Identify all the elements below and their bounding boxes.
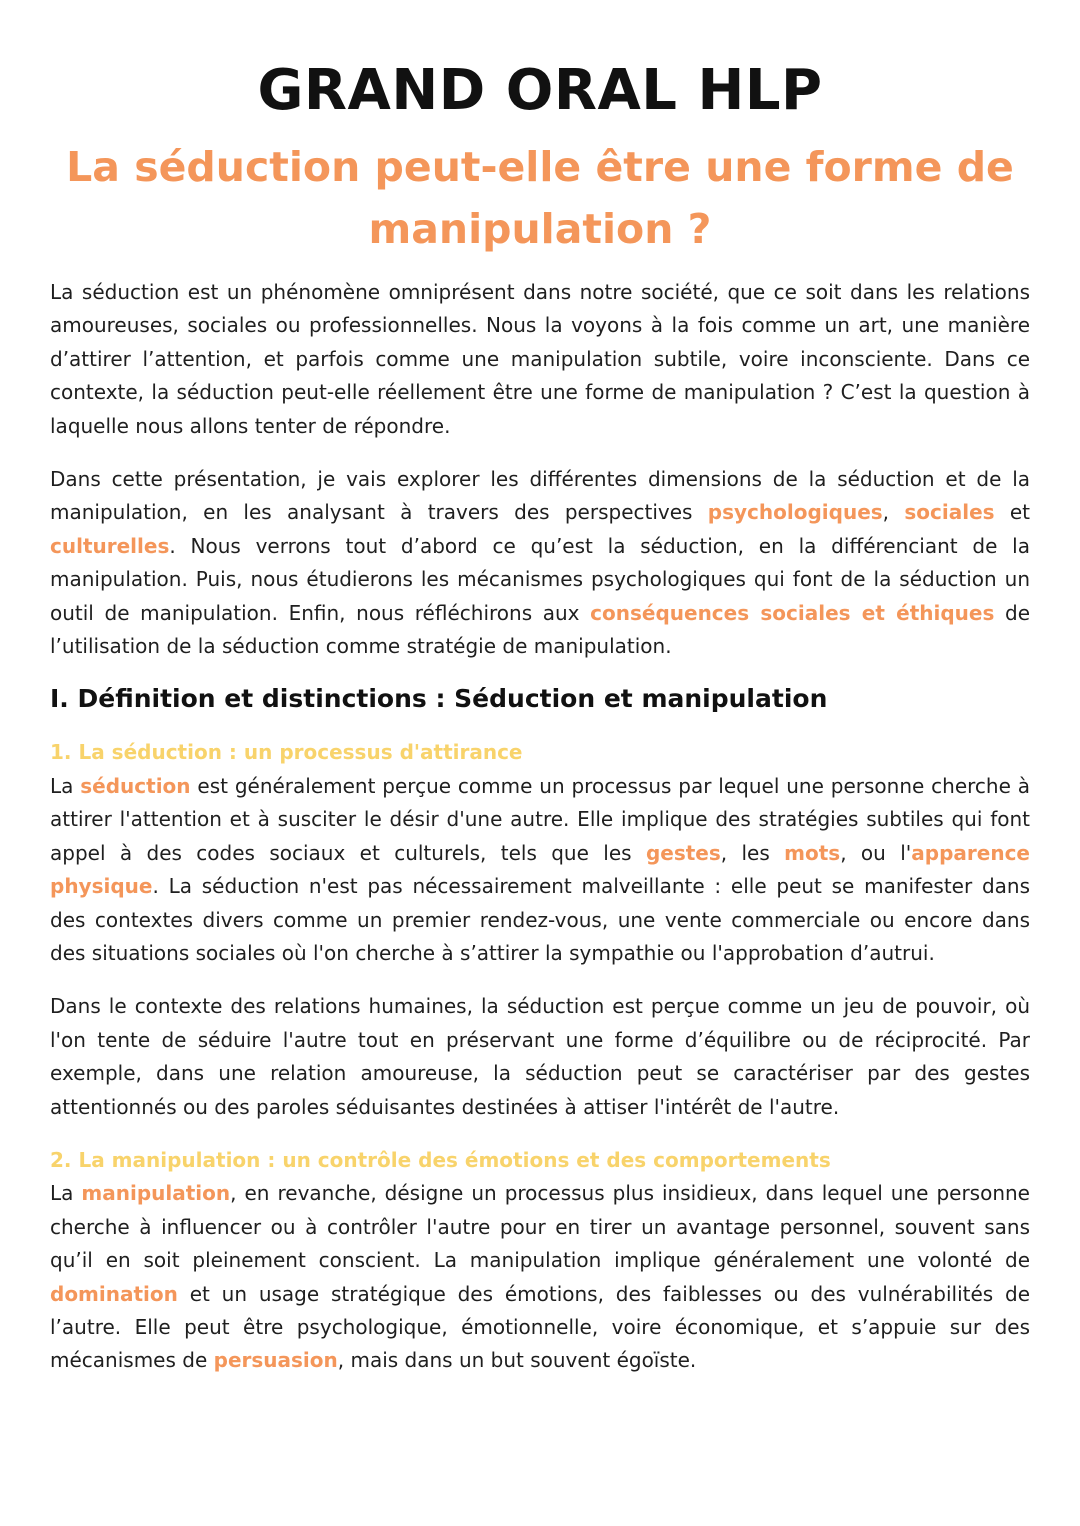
intro-p2-text-5: de l’utilisation de la séduction comme stratégie de manipulation. xyxy=(50,600,1031,659)
s2-p1-text-1: La xyxy=(50,1181,82,1206)
s1-p1-text-3: , les xyxy=(720,840,785,865)
keyword-persuasion: persuasion xyxy=(213,1348,338,1373)
intro-paragraph-2 xyxy=(50,463,1030,663)
intro-p2-text-4: . Nous verrons tout d’abord ce qu’est la séduction, en la différenciant de la manipulation. Puis, nous étudierons les mécanismes psychologiques qui font de la séduction un outil de manipulation. Enfin, nous réfléchirons aux xyxy=(50,533,1030,625)
keyword-mots: mots xyxy=(784,840,841,865)
keyword-sociales: sociales xyxy=(904,500,995,525)
intro-p2-text-1: Dans cette présentation, je vais explorer les différentes dimensions de la séduction et de la manipulation, en les analysant à travers des perspectives xyxy=(50,467,1030,525)
s1-p1-text-1: La xyxy=(50,773,81,798)
page-subtitle: La séduction peut-elle être une forme de manipulation ? xyxy=(66,143,1014,253)
keyword-domination: domination xyxy=(50,1281,178,1306)
keyword-gestes: gestes xyxy=(645,840,721,865)
keyword-manipulation: manipulation xyxy=(81,1181,231,1206)
s1-p1-text-5: . La séduction n'est pas nécessairement malveillante : elle peut se manifester dans des contextes divers comme un premier rendez-vous, une vente commerciale ou encore dans des situations sociales où l'on cherche à s’attirer la sympathie ou l'approbation d’autrui. xyxy=(50,874,1030,965)
s1-p1-text-4: , ou l' xyxy=(840,840,912,865)
keyword-apparence-physique: apparence physique xyxy=(50,840,1030,899)
subsection-1-heading: 1. La séduction : un processus d'attirance xyxy=(50,740,523,765)
manipulation-paragraph-1 xyxy=(50,1177,1030,1377)
seduction-paragraph-2: Dans le contexte des relations humaines, la séduction est perçue comme un jeu de pouvoir, où l'on tente de séduire l'autre tout en préservant une forme d’équilibre ou de réciprocité. Par exemple, dans une relation amoureuse, la séduction peut se caractériser par des gestes attentionnés ou des paroles séduisantes destinées à attiser l'intérêt de l'autre. xyxy=(50,994,1030,1119)
intro-paragraph-1: La séduction est un phénomène omniprésent dans notre société, que ce soit dans les relations amoureuses, sociales ou professionnelles. Nous la voyons à la fois comme un art, une manière d’attirer l’attention, et parfois comme une manipulation subtile, voire inconsciente. Dans ce contexte, la séduction peut-elle réellement être une forme de manipulation ? C’est la question à laquelle nous allons tenter de répondre. xyxy=(50,280,1030,438)
keyword-consequences: conséquences sociales et éthiques xyxy=(590,600,995,625)
keyword-psychologiques: psychologiques xyxy=(707,500,883,525)
page-title: GRAND ORAL HLP xyxy=(257,58,823,123)
section-1-heading: I. Définition et distinctions : Séduction et manipulation xyxy=(50,684,828,714)
document-page xyxy=(50,58,1030,1378)
intro-p2-text-2: , xyxy=(882,500,905,525)
subsection-2-heading: 2. La manipulation : un contrôle des émotions et des comportements xyxy=(50,1147,831,1172)
s2-p1-text-4: , mais dans un but souvent égoïste. xyxy=(337,1348,697,1373)
s1-p1-text-2: est généralement perçue comme un processus par lequel une personne cherche à attirer l'attention et à susciter le désir d'une autre. Elle implique des stratégies subtiles qui font appel à des codes sociaux et culturels, tels que les xyxy=(50,773,1030,865)
s2-p1-text-2: , en revanche, désigne un processus plus insidieux, dans lequel une personne cherche à influencer ou à contrôler l'autre pour en tirer un avantage personnel, souvent sans qu’il en soit pleinement conscient. La manipulation implique généralement une volonté de xyxy=(50,1181,1030,1273)
keyword-culturelles: culturelles xyxy=(50,533,170,558)
keyword-seduction: séduction xyxy=(80,773,191,798)
intro-p2-text-3: et xyxy=(994,500,1031,525)
s2-p1-text-3: et un usage stratégique des émotions, des faiblesses ou des vulnérabilités de l’autre. Elle peut être psychologique, émotionnelle, voire économique, et s’appuie sur des mécanismes de xyxy=(50,1281,1030,1373)
seduction-paragraph-1 xyxy=(50,770,1030,970)
